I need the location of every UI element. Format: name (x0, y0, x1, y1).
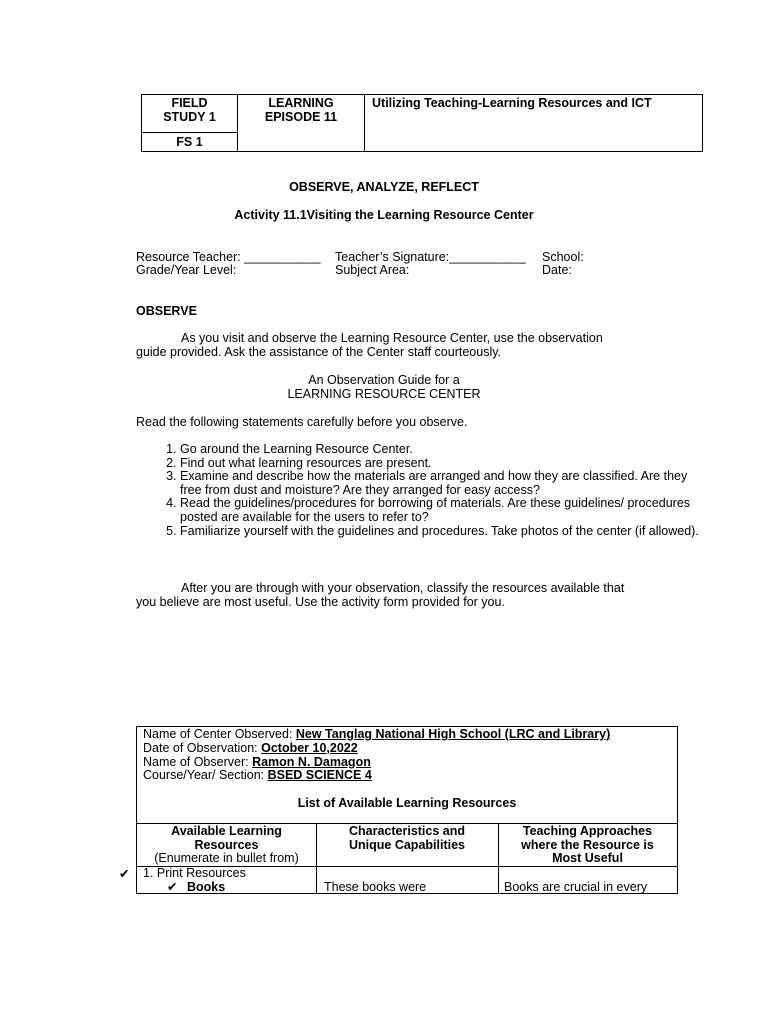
check-mark-icon: ✔ (119, 867, 130, 881)
school-field: School: (542, 250, 584, 264)
observer-row (143, 756, 610, 770)
center-observed-row (143, 728, 610, 742)
list-item: 4. Read the guidelines/procedures for borrowing of materials. Are these guidelines/ procedures posted are available for the users to refer to? (180, 497, 700, 524)
books-approaches-cell: Books are crucial in every (504, 880, 648, 894)
guide-title-line-2: LEARNING RESOURCE CENTER (287, 387, 481, 401)
learning-episode-label: LEARNING EPISODE 11 (264, 96, 338, 124)
fs1-cell: FS 1 (142, 133, 238, 152)
column-header-characteristics (316, 825, 498, 852)
observe-heading: OBSERVE (136, 304, 197, 318)
activity-title: Activity 11.1Visiting the Learning Resource Center (234, 208, 534, 222)
guide-title-line-1: An Observation Guide for a (308, 373, 460, 387)
resource-list-title: List of Available Learning Resources (297, 796, 517, 810)
print-resources-cell: 1. Print Resources (143, 866, 246, 880)
check-mark-icon: ✔ (167, 880, 178, 894)
books-cell (167, 881, 225, 895)
observation-steps-list (136, 443, 700, 538)
activity-form-table (136, 726, 678, 894)
books-characteristics-cell: These books were (324, 880, 427, 894)
column-header-resources (137, 825, 316, 866)
header-line: Unique Capabilities (349, 837, 465, 852)
form-info-block (143, 728, 610, 783)
list-item: 3. Examine and describe how the materials are arranged and how they are classified. Are they free from dust and moisture? Are they arranged for easy access? (180, 470, 700, 497)
center-observed-label: Name of Center Observed: (143, 727, 296, 741)
date-observation-value: October 10,2022 (261, 740, 358, 755)
teacher-signature-field: Teacher’s Signature:___________ (335, 250, 526, 264)
after-line-1: After you are through with your observation, classify the resources available that (181, 581, 625, 595)
intro-line-2: guide provided. Ask the assistance of the Center staff courteously. (136, 345, 502, 359)
header-line: Resources (194, 837, 259, 852)
after-line-2: you believe are most useful. Use the activity form provided for you. (136, 595, 505, 609)
books-label: Books (186, 880, 226, 894)
center-observed-value: New Tanglag National High School (LRC and Library) (295, 727, 611, 741)
date-field: Date: (542, 263, 572, 277)
resource-teacher-field: Resource Teacher: ___________ (136, 250, 321, 264)
field-study-label: FIELD STUDY 1 (163, 96, 216, 124)
date-observation-label: Date of Observation: (143, 740, 262, 755)
course-label: Course/Year/ Section: (143, 768, 268, 783)
course-row (143, 769, 610, 783)
header-line: where the Resource is (521, 837, 654, 852)
read-instruction: Read the following statements carefully before you observe. (136, 415, 468, 429)
header-line: (Enumerate in bullet from) (154, 851, 299, 866)
intro-line-1: As you visit and observe the Learning Resource Center, use the observation (181, 331, 603, 345)
field-study-cell (142, 95, 238, 133)
episode-header-table (141, 94, 703, 152)
list-item: 1. Go around the Learning Resource Center. (180, 443, 700, 457)
header-line: Teaching Approaches (522, 824, 653, 838)
list-item: 5. Familiarize yourself with the guidelines and procedures. Take photos of the center (if allowed). (180, 525, 700, 539)
header-line: Most Useful (552, 851, 623, 866)
course-value: BSED SCIENCE 4 (267, 768, 372, 783)
learning-episode-cell (238, 95, 365, 152)
observer-value: Ramon N. Damagon (252, 754, 371, 769)
episode-title: Utilizing Teaching-Learning Resources and ICT (372, 96, 652, 110)
observer-label: Name of Observer: (143, 754, 253, 769)
subject-area-field: Subject Area: (335, 263, 410, 277)
grade-level-field: Grade/Year Level: (136, 263, 237, 277)
section-title: OBSERVE, ANALYZE, REFLECT (289, 180, 479, 194)
header-line: Characteristics and (348, 824, 466, 838)
date-observation-row (143, 742, 610, 756)
header-line: Available Learning (171, 824, 282, 838)
column-header-approaches (498, 825, 677, 866)
list-item: 2. Find out what learning resources are present. (180, 457, 700, 471)
